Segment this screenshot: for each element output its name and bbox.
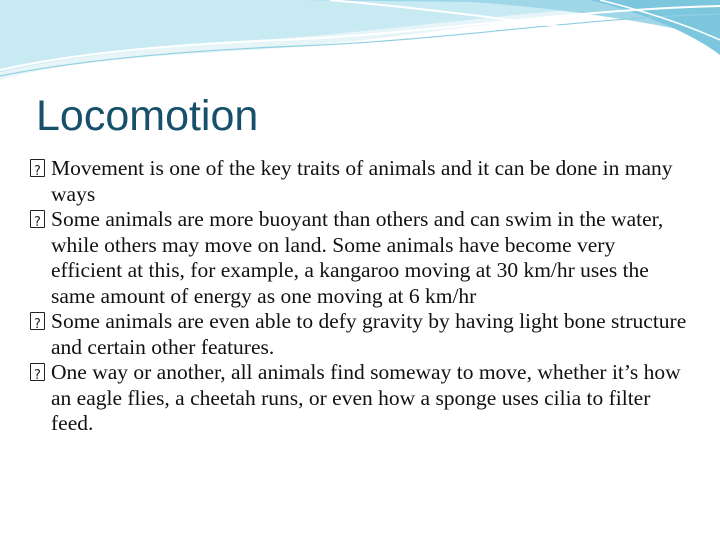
header-wave-decoration xyxy=(0,0,720,90)
bullet-text: One way or another, all animals find someway to move, whether it’s how an eagle flies, a cheetah runs, or even how a sponge uses cilia to filter feed. xyxy=(51,360,681,435)
bullet-item xyxy=(30,207,690,309)
bullet-item xyxy=(30,309,690,360)
bullet-item xyxy=(30,360,690,437)
bullet-text: Movement is one of the key traits of animals and it can be done in many ways xyxy=(51,156,673,206)
missing-glyph-box-icon xyxy=(30,312,45,330)
slide-title: Locomotion xyxy=(36,92,259,140)
bullet-text: Some animals are even able to defy gravity by having light bone structure and certain other features. xyxy=(51,309,687,359)
missing-glyph-box-icon xyxy=(30,159,45,177)
bullet-text: Some animals are more buoyant than others and can swim in the water, while others may move on land. Some animals have become very efficient at this, for example, a kangaroo moving at 30 km/hr uses the same amount of energy as one moving at 6 km/hr xyxy=(51,207,664,308)
bullet-item xyxy=(30,156,690,207)
missing-glyph-box-icon xyxy=(30,210,45,228)
missing-glyph-box-icon xyxy=(30,363,45,381)
bullet-list xyxy=(30,156,690,437)
